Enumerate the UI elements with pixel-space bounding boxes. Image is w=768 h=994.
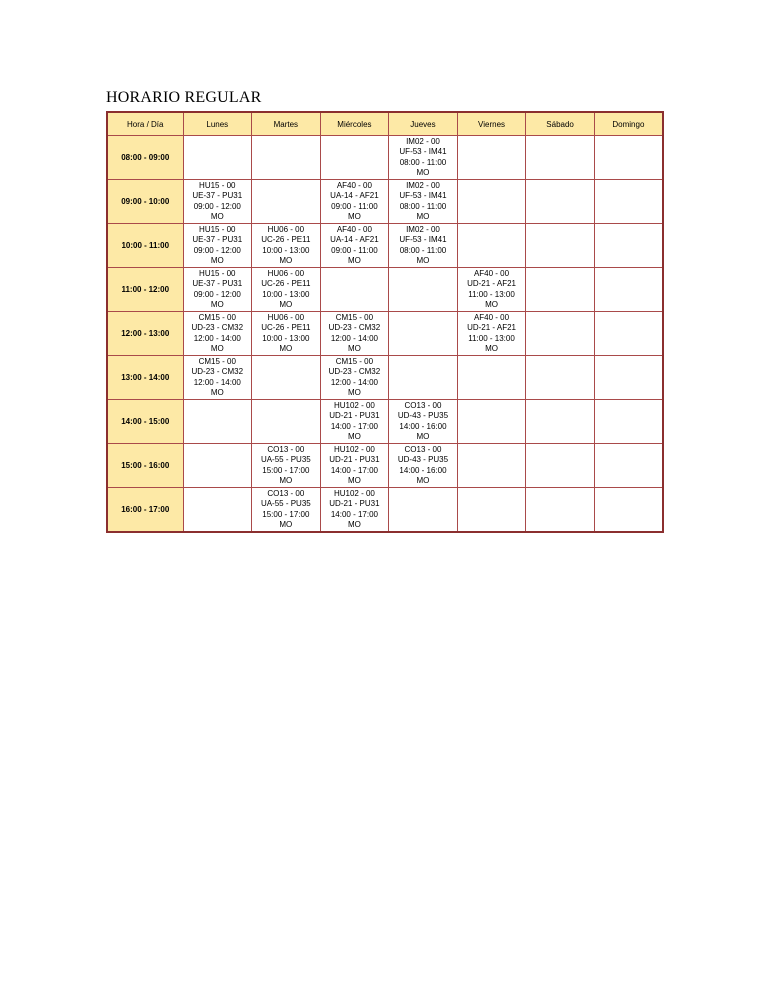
class-info-line: MO [416, 475, 430, 485]
schedule-cell-thursday [389, 180, 458, 224]
schedule-cell-tuesday [252, 180, 321, 224]
class-info-line: MO [416, 211, 430, 221]
schedule-cell-sunday [594, 444, 663, 488]
table-row [107, 488, 663, 533]
class-info-line: 10:00 - 13:00 [262, 289, 310, 299]
schedule-cell-monday [183, 224, 252, 268]
schedule-cell-tuesday [252, 312, 321, 356]
class-info-line: UD-23 - CM32 [191, 367, 244, 377]
class-info-line: AF40 - 00 [473, 312, 510, 322]
schedule-cell-sunday [594, 488, 663, 533]
class-info-line: HU06 - 00 [267, 224, 305, 234]
class-info-line: 10:00 - 13:00 [262, 245, 310, 255]
class-info-line: 09:00 - 12:00 [193, 245, 241, 255]
header-tuesday: Martes [252, 112, 321, 136]
schedule-cell-wednesday [320, 356, 389, 400]
schedule-cell-sunday [594, 312, 663, 356]
schedule-cell-wednesday [320, 488, 389, 533]
class-info-line: 08:00 - 11:00 [399, 157, 447, 167]
class-info-line: UF-53 - IM41 [399, 191, 447, 201]
class-info-line: MO [485, 343, 498, 353]
schedule-cell-friday [457, 180, 526, 224]
class-info-line: 11:00 - 13:00 [468, 289, 515, 299]
header-monday: Lunes [183, 112, 252, 136]
schedule-cell-thursday [389, 444, 458, 488]
class-info-line: MO [279, 475, 293, 485]
schedule-cell-wednesday [320, 136, 389, 180]
schedule-cell-thursday [389, 356, 458, 400]
table-row [107, 356, 663, 400]
class-info-line: MO [347, 343, 361, 353]
class-info-line: 12:00 - 14:00 [330, 377, 378, 387]
schedule-cell-friday [457, 400, 526, 444]
class-info-line: 09:00 - 12:00 [193, 201, 241, 211]
class-info-line: HU06 - 00 [267, 268, 305, 278]
time-slot-label: 13:00 - 14:00 [107, 356, 183, 400]
schedule-cell-saturday [526, 136, 595, 180]
class-info-line: 14:00 - 16:00 [399, 465, 447, 475]
class-info-line: 15:00 - 17:00 [262, 465, 310, 475]
class-info-line: AF40 - 00 [336, 224, 372, 234]
schedule-cell-friday [457, 268, 526, 312]
class-info-line: 09:00 - 11:00 [331, 201, 378, 211]
schedule-cell-sunday [594, 400, 663, 444]
schedule-cell-monday [183, 312, 252, 356]
schedule-cell-wednesday [320, 268, 389, 312]
schedule-cell-wednesday [320, 180, 389, 224]
schedule-cell-monday [183, 400, 252, 444]
schedule-cell-tuesday [252, 136, 321, 180]
class-info-line: MO [210, 387, 224, 397]
table-row [107, 444, 663, 488]
header-wednesday: Miércoles [320, 112, 389, 136]
class-info-line: UC-26 - PE11 [261, 323, 311, 333]
schedule-cell-saturday [526, 444, 595, 488]
class-info-line: CM15 - 00 [335, 356, 374, 366]
class-info-line: IM02 - 00 [406, 136, 440, 146]
class-info-line: HU102 - 00 [333, 488, 375, 498]
class-info-line: MO [416, 431, 430, 441]
class-info-line: CO13 - 00 [267, 488, 305, 498]
time-slot-label: 11:00 - 12:00 [107, 268, 183, 312]
class-info-line: UC-26 - PE11 [261, 279, 311, 289]
class-info-line: MO [347, 387, 361, 397]
schedule-cell-thursday [389, 488, 458, 533]
schedule-cell-wednesday [320, 312, 389, 356]
schedule-cell-saturday [526, 488, 595, 533]
class-info-line: MO [279, 299, 293, 309]
time-slot-label: 16:00 - 17:00 [107, 488, 183, 533]
schedule-cell-friday [457, 488, 526, 533]
class-info-line: MO [210, 211, 224, 221]
schedule-cell-tuesday [252, 488, 321, 533]
header-row [107, 112, 663, 136]
class-info-line: HU06 - 00 [267, 312, 305, 322]
header-hour-day: Hora / Día [107, 112, 183, 136]
schedule-cell-tuesday [252, 444, 321, 488]
class-info-line: UD-23 - CM32 [328, 367, 381, 377]
schedule-cell-thursday [389, 136, 458, 180]
class-info-line: 10:00 - 13:00 [262, 333, 310, 343]
schedule-cell-sunday [594, 356, 663, 400]
time-slot-label: 10:00 - 11:00 [107, 224, 183, 268]
class-info-line: HU15 - 00 [199, 224, 236, 234]
class-info-line: IM02 - 00 [406, 180, 440, 190]
schedule-cell-sunday [594, 268, 663, 312]
class-info-line: MO [347, 519, 361, 529]
schedule-cell-monday [183, 136, 252, 180]
class-info-line: MO [210, 343, 224, 353]
class-info-line: AF40 - 00 [473, 268, 510, 278]
class-info-line: UD-43 - PU35 [397, 455, 449, 465]
schedule-cell-sunday [594, 136, 663, 180]
class-info-line: UF-53 - IM41 [399, 235, 447, 245]
class-info-line: 15:00 - 17:00 [262, 509, 310, 519]
class-info-line: UD-21 - AF21 [467, 279, 516, 289]
schedule-cell-friday [457, 356, 526, 400]
class-info-line: UE-37 - PU31 [192, 235, 243, 245]
class-info-line: AF40 - 00 [336, 180, 372, 190]
table-row [107, 312, 663, 356]
schedule-cell-saturday [526, 180, 595, 224]
schedule-cell-friday [457, 224, 526, 268]
header-thursday: Jueves [389, 112, 458, 136]
class-info-line: MO [485, 299, 498, 309]
schedule-cell-sunday [594, 224, 663, 268]
schedule-cell-wednesday [320, 400, 389, 444]
class-info-line: UD-43 - PU35 [397, 411, 449, 421]
table-row [107, 180, 663, 224]
schedule-cell-thursday [389, 312, 458, 356]
class-info-line: CM15 - 00 [198, 356, 236, 366]
class-info-line: UF-53 - IM41 [399, 147, 447, 157]
schedule-cell-monday [183, 356, 252, 400]
class-info-line: CM15 - 00 [335, 312, 374, 322]
class-info-line: UA-55 - PU35 [260, 455, 311, 465]
class-info-line: MO [416, 167, 430, 177]
class-info-line: IM02 - 00 [406, 224, 440, 234]
class-info-line: MO [347, 211, 361, 221]
schedule-cell-thursday [389, 268, 458, 312]
table-row [107, 136, 663, 180]
class-info-line: UD-21 - PU31 [329, 455, 380, 465]
class-info-line: CO13 - 00 [404, 400, 442, 410]
class-info-line: HU15 - 00 [199, 268, 236, 278]
schedule-cell-friday [457, 444, 526, 488]
table-row [107, 224, 663, 268]
class-info-line: MO [210, 299, 224, 309]
schedule-cell-saturday [526, 400, 595, 444]
header-saturday: Sábado [526, 112, 595, 136]
page-title: HORARIO REGULAR [106, 89, 262, 106]
class-info-line: MO [279, 519, 293, 529]
class-info-line: UA-14 - AF21 [330, 191, 379, 201]
schedule-cell-tuesday [252, 224, 321, 268]
class-info-line: UD-21 - PU31 [329, 499, 380, 509]
class-info-line: HU15 - 00 [199, 180, 236, 190]
schedule-cell-monday [183, 180, 252, 224]
class-info-line: CO13 - 00 [267, 444, 305, 454]
time-slot-label: 15:00 - 16:00 [107, 444, 183, 488]
class-info-line: 14:00 - 17:00 [330, 465, 378, 475]
class-info-line: UD-23 - CM32 [191, 323, 244, 333]
class-info-line: MO [210, 255, 224, 265]
class-info-line: MO [347, 431, 361, 441]
class-info-line: UA-55 - PU35 [260, 499, 311, 509]
schedule-cell-monday [183, 444, 252, 488]
schedule-cell-friday [457, 136, 526, 180]
class-info-line: 09:00 - 12:00 [193, 289, 241, 299]
class-info-line: 14:00 - 17:00 [330, 509, 378, 519]
schedule-table [106, 111, 664, 533]
schedule-cell-tuesday [252, 356, 321, 400]
schedule-cell-wednesday [320, 224, 389, 268]
class-info-line: UD-21 - AF21 [467, 323, 516, 333]
table-row [107, 268, 663, 312]
class-info-line: 12:00 - 14:00 [193, 377, 241, 387]
class-info-line: CM15 - 00 [198, 312, 236, 322]
class-info-line: 09:00 - 11:00 [331, 245, 378, 255]
class-info-line: 08:00 - 11:00 [399, 201, 447, 211]
class-info-line: 12:00 - 14:00 [330, 333, 378, 343]
class-info-line: UD-23 - CM32 [328, 323, 381, 333]
class-info-line: UD-21 - PU31 [329, 411, 380, 421]
class-info-line: MO [347, 475, 361, 485]
class-info-line: UE-37 - PU31 [192, 191, 243, 201]
schedule-cell-saturday [526, 224, 595, 268]
class-info-line: MO [279, 343, 293, 353]
schedule-cell-tuesday [252, 400, 321, 444]
time-slot-label: 08:00 - 09:00 [107, 136, 183, 180]
header-sunday: Domingo [594, 112, 663, 136]
schedule-cell-monday [183, 488, 252, 533]
class-info-line: 08:00 - 11:00 [399, 245, 447, 255]
schedule-cell-saturday [526, 312, 595, 356]
class-info-line: UE-37 - PU31 [192, 279, 243, 289]
schedule-cell-monday [183, 268, 252, 312]
class-info-line: UA-14 - AF21 [330, 235, 379, 245]
class-info-line: CO13 - 00 [404, 444, 442, 454]
schedule-cell-saturday [526, 356, 595, 400]
class-info-line: 12:00 - 14:00 [193, 333, 241, 343]
time-slot-label: 14:00 - 15:00 [107, 400, 183, 444]
class-info-line: MO [347, 255, 361, 265]
class-info-line: MO [416, 255, 430, 265]
class-info-line: 14:00 - 17:00 [330, 421, 378, 431]
class-info-line: 11:00 - 13:00 [468, 333, 515, 343]
time-slot-label: 12:00 - 13:00 [107, 312, 183, 356]
class-info-line: MO [279, 255, 293, 265]
schedule-cell-thursday [389, 224, 458, 268]
class-info-line: UC-26 - PE11 [261, 235, 311, 245]
schedule-cell-thursday [389, 400, 458, 444]
table-row [107, 400, 663, 444]
class-info-line: HU102 - 00 [333, 444, 375, 454]
class-info-line: HU102 - 00 [333, 400, 375, 410]
header-friday: Viernes [457, 112, 526, 136]
schedule-cell-friday [457, 312, 526, 356]
schedule-cell-sunday [594, 180, 663, 224]
schedule-cell-tuesday [252, 268, 321, 312]
time-slot-label: 09:00 - 10:00 [107, 180, 183, 224]
schedule-cell-wednesday [320, 444, 389, 488]
schedule-cell-saturday [526, 268, 595, 312]
class-info-line: 14:00 - 16:00 [399, 421, 447, 431]
